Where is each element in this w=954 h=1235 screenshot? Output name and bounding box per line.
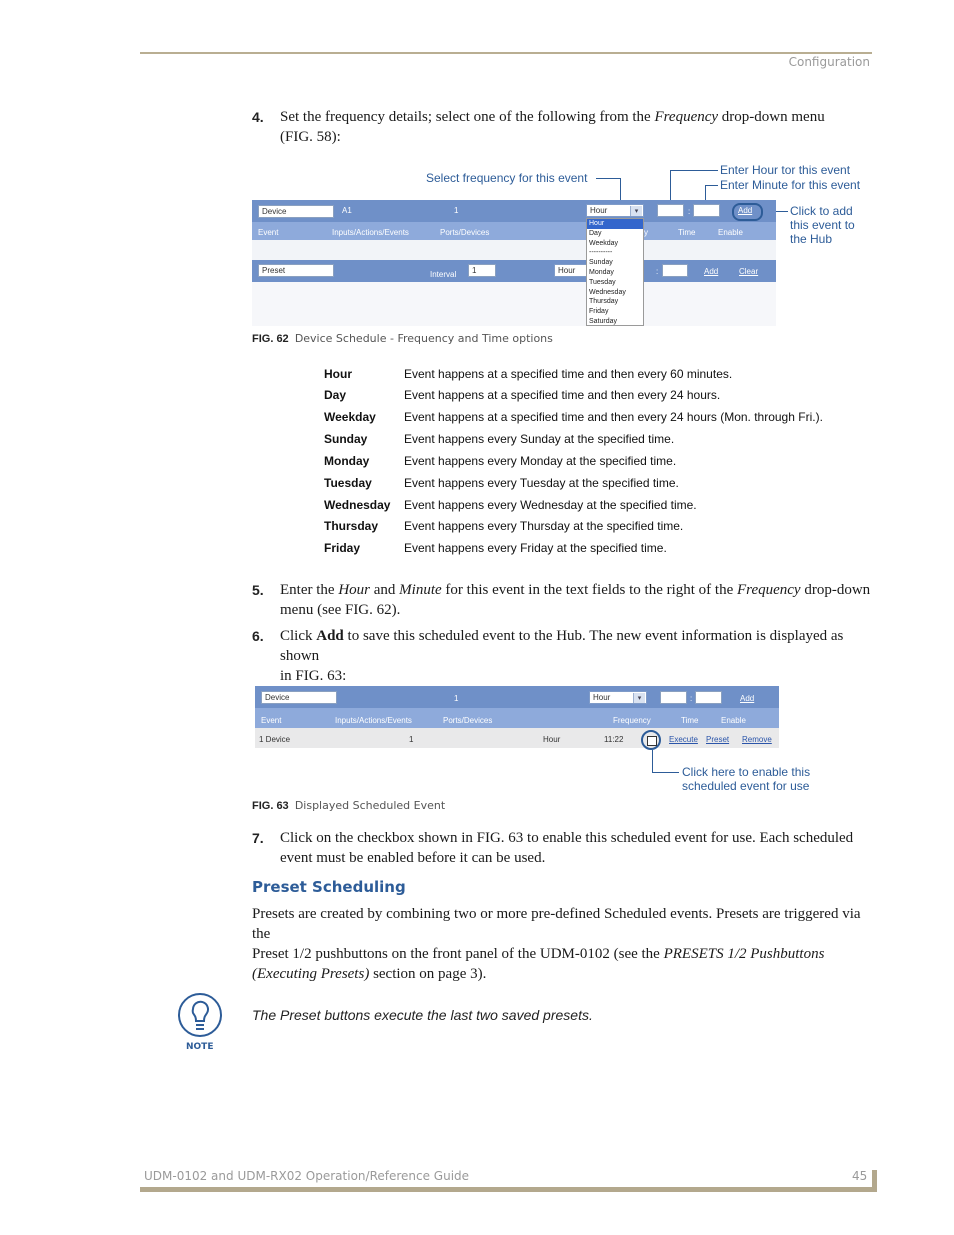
header-section-label: Configuration xyxy=(788,55,870,69)
add-link[interactable]: Add xyxy=(740,694,755,703)
hour-field[interactable] xyxy=(660,691,687,704)
dropdown-option[interactable]: Saturday xyxy=(589,317,618,325)
step-6-number: 6. xyxy=(252,628,264,644)
callout-select-frequency: Select frequency for this event xyxy=(426,171,588,185)
dropdown-option[interactable]: Hour xyxy=(587,219,643,229)
chevron-down-icon: ▾ xyxy=(633,693,645,703)
enable-checkbox[interactable] xyxy=(647,736,657,746)
footer-rule xyxy=(140,1187,876,1192)
dropdown-option[interactable]: Sunday xyxy=(589,259,613,267)
figure-62: Select frequency for this event Enter Hour tor this event Enter Minute for this event Click to add this event to the Hub Device A1 1 Hour ▾ : Add Event Inputs/Actions/Events Ports/Devices y Time Enable Preset Interval 1 Hour : Add Clear Hour Day Weekday ---------- Sunday Monday Tuesday Wednesday Thursday Friday Saturday xyxy=(252,160,872,330)
hour-field[interactable] xyxy=(657,204,684,217)
preset-minute-field[interactable] xyxy=(662,264,688,277)
figure-63: Device 1 Hour ▾ : Add Event Inputs/Actions/Events Ports/Devices Frequency Time Enable 1 Device 1 Hour 11:22 Execute Preset Remove Click here to enable this scheduled event for use xyxy=(255,686,875,796)
frequency-select[interactable]: Hour ▾ xyxy=(589,691,647,704)
note-label: NOTE xyxy=(186,1042,214,1052)
dropdown-option[interactable]: Wednesday xyxy=(589,288,626,296)
minute-field[interactable] xyxy=(693,204,720,217)
header-rule xyxy=(140,52,872,54)
step-4-number: 4. xyxy=(252,109,264,125)
step-4-text: Set the frequency details; select one of the following from the Frequency drop-down menu (FIG. 58): xyxy=(280,109,825,145)
step-6-text: Click Add to save this scheduled event to the Hub. The new event information is displayed as shown in FIG. 63: xyxy=(280,628,844,684)
dropdown-option[interactable]: Friday xyxy=(589,308,609,316)
minute-field[interactable] xyxy=(695,691,722,704)
frequency-select[interactable]: Hour ▾ xyxy=(586,204,644,217)
dropdown-option[interactable]: Monday xyxy=(589,268,614,276)
dropdown-option[interactable]: Day xyxy=(589,229,602,237)
preset-field[interactable]: Preset xyxy=(258,264,334,277)
figure-62-caption: FIG. 62 Device Schedule - Frequency and Time options xyxy=(252,332,553,345)
add-link[interactable]: Add xyxy=(738,206,753,215)
chevron-down-icon: ▾ xyxy=(630,206,642,216)
dropdown-option[interactable]: Thursday xyxy=(589,298,619,306)
figure-63-caption: FIG. 63 Displayed Scheduled Event xyxy=(252,799,446,812)
preset-clear-link[interactable]: Clear xyxy=(739,267,759,276)
callout-enter-hour: Enter Hour tor this event xyxy=(720,163,851,177)
execute-link[interactable]: Execute xyxy=(669,735,698,744)
callout-enable: Click here to enable this scheduled event for use xyxy=(682,765,811,793)
note-text: The Preset buttons execute the last two saved presets. xyxy=(252,1007,593,1023)
preset-link[interactable]: Preset xyxy=(706,735,730,744)
dropdown-option[interactable]: Weekday xyxy=(589,239,619,247)
callout-click-add: Click to add this event to the Hub xyxy=(790,204,855,246)
preset-add-link[interactable]: Add xyxy=(704,267,719,276)
preset-paragraph: Presets are created by combining two or more pre-defined Scheduled events. Presets are triggered via the Preset 1/2 pushbuttons on the front panel of the UDM-0102 (see the PRESETS 1/2 Pushbuttons (Executing Presets) section on page 3). xyxy=(252,906,861,982)
interval-field[interactable]: 1 xyxy=(468,264,496,277)
step-5-text: Enter the Hour and Minute for this event in the text fields to the right of the Frequency drop-down menu (see FIG. 62). xyxy=(280,582,871,618)
device-field[interactable]: Device xyxy=(261,691,337,704)
step-5-number: 5. xyxy=(252,582,264,598)
preset-frequency-select[interactable]: Hour xyxy=(554,264,610,277)
callout-enter-minute: Enter Minute for this event xyxy=(720,178,861,192)
step-7-number: 7. xyxy=(252,830,264,846)
device-field[interactable]: Device xyxy=(258,205,334,218)
frequency-dropdown-list[interactable] xyxy=(586,218,644,326)
dropdown-option[interactable]: ---------- xyxy=(589,249,613,257)
footer-title: UDM-0102 and UDM-RX02 Operation/Reference Guide xyxy=(144,1169,470,1183)
dropdown-option[interactable]: Tuesday xyxy=(589,278,616,286)
footer-rule-vertical xyxy=(872,1170,877,1192)
remove-link[interactable]: Remove xyxy=(742,735,772,744)
step-7-text: Click on the checkbox shown in FIG. 63 to enable this scheduled event for use. Each scheduled event must be enabled before it can be used. xyxy=(280,830,854,866)
section-heading-preset-scheduling: Preset Scheduling xyxy=(252,878,406,896)
page-number: 45 xyxy=(852,1169,868,1183)
